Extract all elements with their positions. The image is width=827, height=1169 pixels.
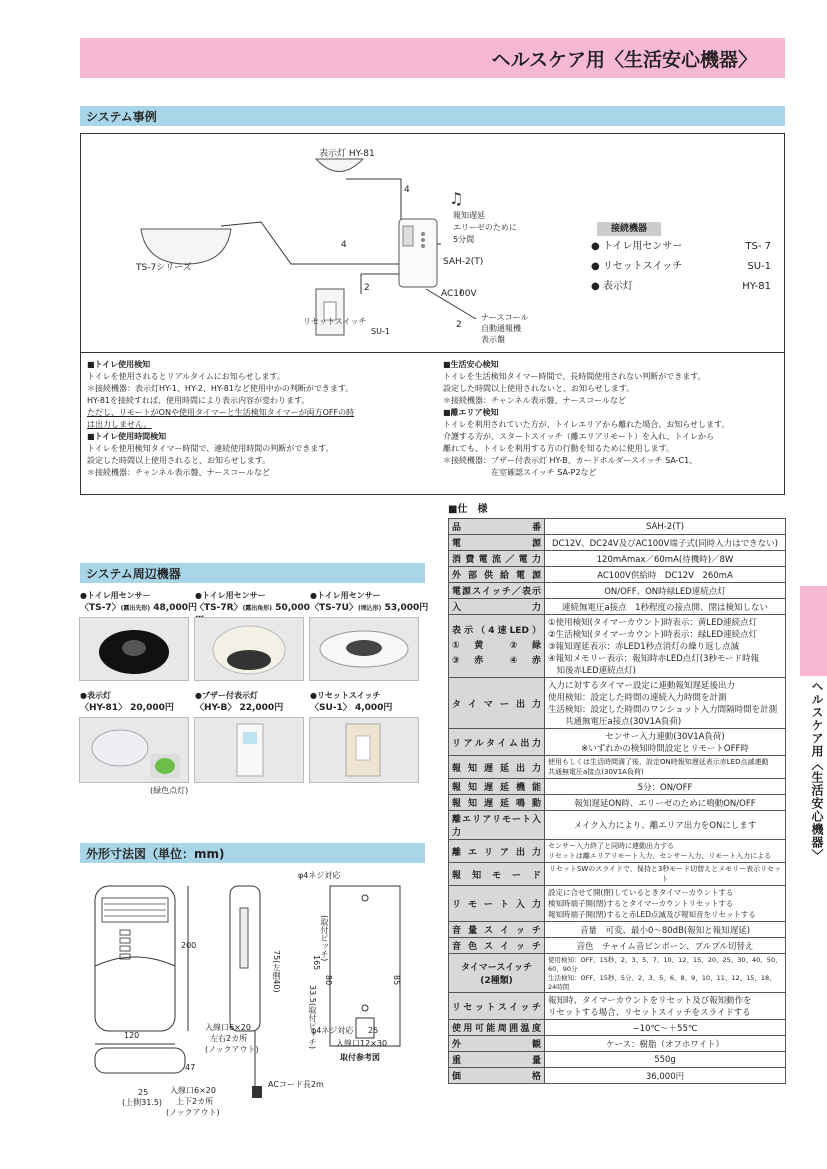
spec-heading: ■仕 様 xyxy=(448,504,488,515)
photo-hyb xyxy=(194,717,304,783)
dim-screw-top: φ4ネジ対応 xyxy=(298,871,341,880)
sensor-icon xyxy=(141,229,231,264)
table-row: 電 源 DC12V、DC24V及びAC100V端子式(同時入力はできない) xyxy=(449,535,786,551)
wire-count-2a: 2 xyxy=(364,283,370,293)
label-nurse2: 自動通報機 xyxy=(481,324,521,333)
photo-hy81 xyxy=(79,717,189,783)
label-ac100v: AC100V xyxy=(441,289,477,299)
dim-hole-side2: 左右2カ所 xyxy=(210,1034,248,1043)
product-ts7r: ●トイレ用センサー 〈TS-7R〉(露出角形) 50,000 xyxy=(195,591,310,613)
table-row: 消費電流／電力 120mAmax／60mA(待機時)／8W xyxy=(449,551,786,567)
table-row: 入 力 連続無電圧a接点 1秒程度の接点開、閉は検知しない xyxy=(449,599,786,615)
wire-count-4a: 4 xyxy=(404,185,410,195)
label-nurse3: 表示盤 xyxy=(481,335,505,344)
table-row: タイマースイッチ (2種類) 使用検知：OFF、15秒、2、3、5、7、10、12、15、20、25、30、40、50、60、90分 生活検知：OFF、15秒、5分、2、3、5、6、8、9、10、11、12、15、18、24時間 xyxy=(449,954,786,993)
dim-hole-bot1: 入線口6×20 xyxy=(170,1086,216,1095)
table-row: 重 量 550g xyxy=(449,1052,786,1068)
wire-count-4b: 4 xyxy=(341,240,347,250)
dim-ac-cord: ACコード長2m xyxy=(268,1080,324,1089)
dim-hole-side3: (ノックアウト) xyxy=(205,1045,259,1054)
dim-47: 47 xyxy=(185,1063,196,1072)
dim-165: 165 xyxy=(312,955,321,971)
section-header-peripheral: システム周辺機器 xyxy=(80,563,425,583)
connected-devices-list: ● トイレ用センサー TS- 7 ● リセットスイッチ SU-1 ● 表示灯 HY-81 xyxy=(591,241,771,292)
dim-200: 200 xyxy=(181,941,197,950)
table-row: 表示（4速LED） ① 黄 ② 緑 ③ 赤 ④ 赤 ①使用検知(タイマーカウント)時表示：黄LED連続点灯 ②生活検知(タイマーカウント)時表示：緑LED連続点灯 ③報知遅延表示：赤LED1秒点消灯の繰り返し点滅 ④報知メモリー表示：報知時赤LED点灯(3秒モード時報 知後赤LED連続点灯) xyxy=(449,615,786,678)
label-notice2: エリーゼのために xyxy=(453,223,517,232)
product-su1: ●リセットスイッチ 〈SU-1〉 4,000円 xyxy=(310,691,393,713)
dim-screw-bot: φ4ネジ対応 xyxy=(311,1026,354,1035)
table-row: 音量スイッチ 音量 可変、最小0〜80dB(報知と報知遅延) xyxy=(449,922,786,938)
table-row: リアルタイム出力 センサー入力連動(30V1A負荷) ※いずれかの検知時間設定とリモートOFF時 xyxy=(449,729,786,756)
table-row: 電源スイッチ／表示 ON/OFF、ON時緑LED連続点灯 xyxy=(449,583,786,599)
label-ts7: TS-7シリーズ xyxy=(136,263,192,273)
dim-25: 25 xyxy=(138,1088,149,1097)
music-note-icon: ♫ xyxy=(449,189,464,208)
connected-devices-title: 接続機器 xyxy=(597,222,661,236)
photo-ts7u xyxy=(309,617,419,681)
table-row: 外 観 ケース：樹脂（オフホワイト） xyxy=(449,1036,786,1052)
dim-75: 75(左側40) xyxy=(272,950,281,993)
label-notice1: 報知遅延 xyxy=(453,211,485,220)
title-bar xyxy=(80,38,785,78)
section-header-dimensions: 外形寸法図（単位：mm) xyxy=(80,843,425,863)
dim-315: (上側31.5) xyxy=(122,1098,163,1107)
green-note: (緑色点灯) xyxy=(150,786,189,795)
spec-table xyxy=(448,518,786,1084)
table-row: 報知遅延機能 5分：ON/OFF xyxy=(449,779,786,795)
table-row: 報知遅延出力 使用もしくは生活時間満了後、設定ON時報知遅延表示赤LED点滅連動 共通無電圧a接点(30V1A負荷) xyxy=(449,756,786,779)
dim-85: 85 xyxy=(392,975,401,986)
dim-pitch: (取付ピッチ) xyxy=(320,915,329,962)
page-title: ヘルスケア用〈生活安心機器〉 xyxy=(491,49,757,71)
table-row: タイマー出力 入力に対するタイマー設定に連動報知遅延後出力 使用検知：設定した時間の連続入力時間を計測 生活検知：設定した時間のワンショット入力間隔時間を計測 共通無電圧a接点(30V1A負荷) xyxy=(449,678,786,729)
dimension-drawing xyxy=(80,868,425,1118)
photo-ts7r xyxy=(194,617,304,681)
dim-hole-bot3: (ノックアウト) xyxy=(166,1108,220,1117)
label-sah2: SAH-2(T) xyxy=(443,257,484,267)
table-row: リセットスイッチ 報知時、タイマーカウントをリセット及び報知動作を リセットする場合、リセットスイッチをスライドする xyxy=(449,993,786,1020)
section-header-system-example: システム事例 xyxy=(80,106,785,126)
photo-su1 xyxy=(309,717,419,783)
product-hyb: ●ブザー付表示灯 〈HY-B〉 22,000円 xyxy=(195,691,284,713)
dim-25b: 25 xyxy=(368,1026,379,1035)
table-row: 使用可能周囲温度 −10℃〜＋55℃ xyxy=(449,1020,786,1036)
table-row: 離エリアリモート入力 メイク入力により、離エリア出力をONにします xyxy=(449,811,786,840)
product-hy81: ●表示灯 〈HY-81〉 20,000円 xyxy=(80,691,174,713)
dim-120: 120 xyxy=(124,1031,140,1040)
dim-hole-bot2: 上下2カ所 xyxy=(176,1097,214,1106)
side-label: ヘルスケア用〈生活安心機器〉 xyxy=(810,680,824,862)
wire-count-2b: 2 xyxy=(456,320,462,330)
label-hy81: 表示灯 HY-81 xyxy=(319,149,375,159)
dim-80: 80 xyxy=(324,975,333,986)
desc-right: ■生活安心検知 トイレを生活検知タイマー時間で、長時間使用されない判断ができます。 設定した時間以上使用されないと、お知らせします。 ＊接続機器：チャンネル表示盤、ナースコールなど ■離エリア検知 トイレを利用されていた方が、トイレエリアから離れた場合、お知らせします。 介護する方が、スタートスイッチ（離エリアリモート）を入れ、トイレから 離れても、トイレを利用する方の行動を知るために使用します。 ＊接続機器：ブザー付表示灯 HY-B、カードホルダースイッチ SA-C1、 在室確認スイッチ SA-P2など xyxy=(443,360,730,477)
dim-335: 33.5(取付ピッチ) xyxy=(308,985,317,1050)
label-reset: リセットスイッチ xyxy=(303,317,367,326)
table-row: 音色スイッチ 音色 チャイム音ピンポーン、プルプル切替え xyxy=(449,938,786,954)
system-example-box xyxy=(80,133,785,495)
dim-hole12: 入線口12×30 xyxy=(336,1039,388,1048)
table-row: 品 番 SAH-2(T) xyxy=(449,519,786,535)
photo-ts7 xyxy=(79,617,189,681)
table-row: 外部供給電源 AC100V供給時 DC12V 260mA xyxy=(449,567,786,583)
dim-ref: 取付参考図 xyxy=(340,1053,380,1062)
product-ts7: ●トイレ用センサー 〈TS-7〉(露出先形) 48,000円 xyxy=(80,591,197,613)
label-nurse1: ナースコール xyxy=(481,313,529,322)
product-ts7u: ●トイレ用センサー 〈TS-7U〉(埋込形) 53,000円 xyxy=(310,591,429,613)
table-row: 報知モード リセットSWのスライドで、保持と3秒モード切替えとメモリー表示リセット xyxy=(449,863,786,886)
display-lamp-icon xyxy=(316,159,363,172)
dim-hole-side1: 入線口6×20 xyxy=(205,1023,251,1032)
table-row: リモート入力 設定に合せて開(閉)しているときタイマーカウントする 検知時端子開(閉)するとタイマーカウントリセットする 報知時端子開(閉)すると赤LED点滅及び報知音をリセットする xyxy=(449,886,786,922)
table-row: 価 格 36,000円 xyxy=(449,1068,786,1084)
table-row: 離エリア出力 センサー入力終了と同時に連動出力する リセットは離エリアリモート入力、センサー入力、リモート入力による xyxy=(449,840,786,863)
desc-left: ■トイレ使用検知 トイレを使用されるとリアルタイムにお知らせします。 ＊接続機器：表示灯HY-1、HY-2、HY-81など使用中かの判断ができます。 HY-81を接続すれば、使用時間により表示内容が変わります。 ただし、リモートがONや使用タイマーと生活検知タイマーが両方OFFの時 は出力しません。 ■トイレ使用時間検知 トイレを使用検知タイマー時間で、連続使用時間の判断ができます。 設定した時間以上使用されると、お知らせします。 ＊接続機器：チャンネル表示盤、ナースコールなど xyxy=(87,360,355,477)
label-su1: SU-1 xyxy=(371,327,390,336)
table-row: 報知遅延鳴動 報知遅延ON時、エリーゼのために鳴動ON/OFF xyxy=(449,795,786,811)
label-notice3: 5分間 xyxy=(453,235,475,244)
side-tab xyxy=(800,586,827,676)
